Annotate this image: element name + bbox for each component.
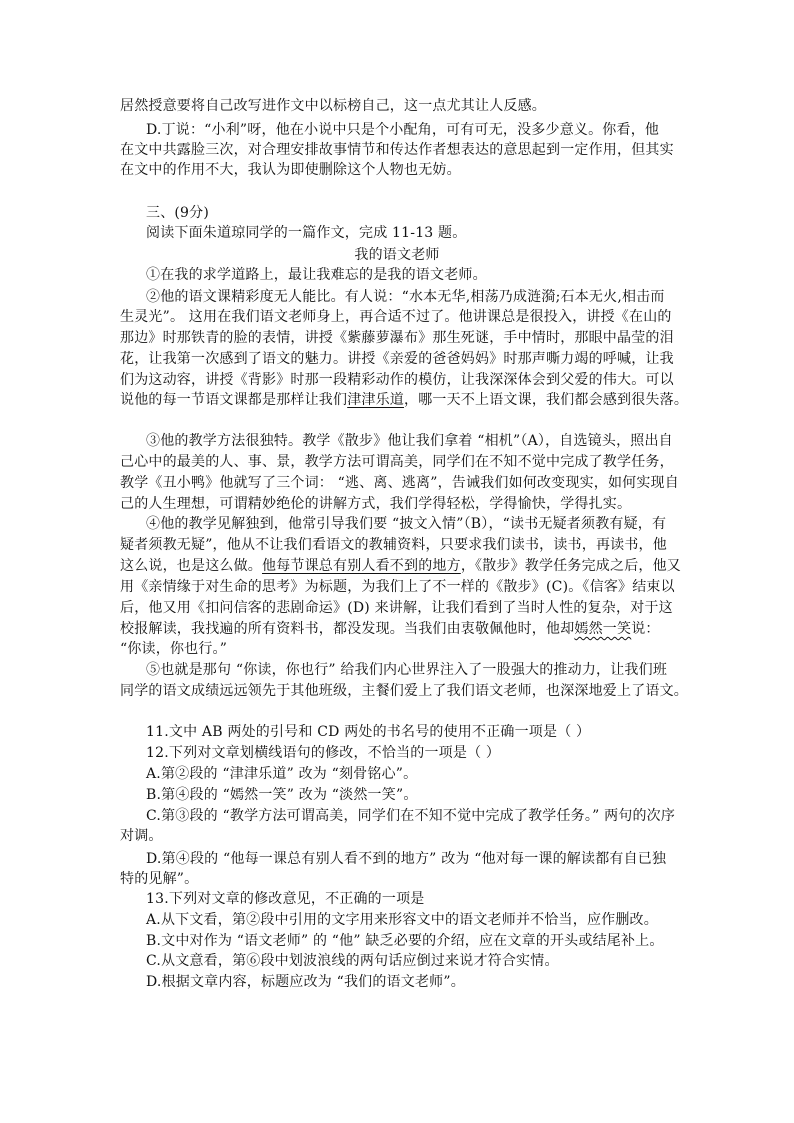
- section-heading: 三、(9分): [146, 205, 210, 221]
- paragraph-3-line: ③他的教学方法很独特。教学《散步》他让我们拿着 “相机”（A），自选镜头，照出自: [146, 433, 673, 449]
- paragraph-5-line: ⑤也就是那句 “你读，你也行” 给我们内心世界注入了一股强大的推动力，让我们班: [146, 662, 668, 678]
- question-13-option-c: C.从文意看，第⑥段中划波浪线的两句话应倒过来说才符合实情。: [146, 953, 559, 969]
- text-segment: ，哪一天不上语文课，我们都会感到很失落。: [404, 392, 689, 408]
- option-d-line: 在文中的作用不大，我认为即使删除这个人物也无妨。: [120, 162, 461, 178]
- text-segment: ，《散步》教学任务完成之后，他又: [460, 558, 682, 574]
- paragraph-4-line: [120, 556, 681, 576]
- text-segment: 校报解读，我找遍的所有资料书，都没发现。当我们由衷敬佩他时，他却: [120, 621, 575, 637]
- paragraph-1: ①在我的求学道路上，最让我难忘的是我的语文老师。: [146, 267, 487, 283]
- question-13-option-a: A.从下文看，第②段中引用的文字用来形容文中的语文老师并不恰当，应作删改。: [146, 912, 658, 928]
- paragraph-3-line: 己心中的最美的人、事、景，教学方法可谓高美，同学们在不知不觉中完成了教学任务，: [120, 454, 674, 470]
- paragraph-4-line: ④他的教学见解独到，他常引导我们要 “披文入情”（B），“读书无疑者须教有疑，有: [146, 516, 667, 532]
- paragraph-4-line: “你读，你也行。”: [120, 641, 228, 657]
- text-line: 居然授意要将自己改写进作文中以标榜自己，这一点尤其让人反感。: [120, 98, 546, 114]
- text-segment: 说他的每一节语文课都是那样让我们: [120, 392, 348, 408]
- paragraph-3-line: 己的人生理想，可谓精妙绝伦的讲解方式，我们学得轻松，学得愉快，学得扎实。: [120, 496, 632, 512]
- essay-title: 我的语文老师: [354, 247, 440, 263]
- underlined-sentence: 他每节课总有别人看不到的地方: [262, 558, 461, 574]
- question-12-option-b: B.第④段的 “嫣然一笑” 改为 “淡然一笑”。: [146, 787, 418, 803]
- option-d-line: 在文中共露脸三次，对合理安排故事情节和传达作者想表达的意思起到一定作用，但其实: [120, 142, 674, 158]
- paragraph-2-line: 花，让我第一次感到了语文的魅力。讲授《亲爱的爸爸妈妈》时那声嘶力竭的呼喊，让我: [120, 351, 674, 367]
- paragraph-4-line: [120, 619, 660, 639]
- paragraph-2-line: [120, 390, 688, 410]
- paragraph-4-line: 用《亲情缘于对生命的思考》为标题，为我们上了不一样的《散步》(C)。《信客》结束以: [120, 579, 675, 595]
- wavy-underlined-phrase: 嫣然一笑: [574, 621, 632, 637]
- question-13-stem: 13.下列对文章的修改意见，不正确的一项是: [146, 891, 425, 907]
- paragraph-3-line: 教学《丑小鸭》他就写了三个词： “逃、离、逃离”，告诫我们如何改变现实，如何实现自: [120, 475, 679, 491]
- question-12-option-d: 特的见解”。: [120, 871, 199, 887]
- question-11: 11.文中 AB 两处的引号和 CD 两处的书名号的使用不正确一项是（ ）: [146, 724, 591, 740]
- option-d-line: D.丁说：“小利”呀，他在小说中只是个小配角，可有可无，没多少意义。你看，他: [146, 122, 660, 138]
- text-segment: 说：: [631, 621, 660, 637]
- underlined-phrase: 津津乐道: [347, 392, 405, 408]
- question-12-option-a: A.第②段的 “津津乐道” 改为 “刻骨铭心”。: [146, 766, 418, 782]
- text-segment: 这么说，也是这么做。: [120, 558, 262, 574]
- question-12-option-d: D.第④段的 “他每一课总有别人看不到的地方” 改为 “他对每一课的解读都有自已独: [146, 851, 667, 867]
- paragraph-2-line: 那边》时那铁青的脸的表情，讲授《紫藤萝瀑布》那生死谜，手中情时，那眼中晶莹的泪: [120, 330, 674, 346]
- paragraph-5-line: 同学的语文成绩远远领先于其他班级，主餐们爱上了我们语文老师，也深深地爱上了语文。: [120, 683, 688, 699]
- section-intro: 阅读下面朱道琼同学的一篇作文，完成 11-13 题。: [146, 225, 467, 241]
- question-13-option-d: D.根据文章内容，标题应改为 “我们的语文老师”。: [146, 974, 465, 990]
- paragraph-4-line: 疑者须教无疑”，他从不让我们看语文的教辅资料，只要求我们读书，读书，再读书，他: [120, 537, 667, 553]
- paragraph-2-line: 生灵光”。 这用在我们语文老师身上，再合适不过了。他讲课总是很投入，讲授《在山的: [120, 309, 672, 325]
- question-13-option-b: B.文中对作为 “语文老师” 的 “他” 缺乏必要的介绍，应在文章的开头或结尾补上。: [146, 933, 664, 949]
- question-12-stem: 12.下列对文章划横线语句的修改，不恰当的一项是（ ）: [146, 745, 501, 761]
- paragraph-4-line: 后，他又用《扣问信客的悲剧命运》(D) 来讲解，让我们看到了当时人性的复杂，对于这: [120, 600, 673, 616]
- paragraph-2-line: 们为这动容，讲授《背影》时那一段精彩动作的模仿，让我深深体会到父爱的伟大。可以: [120, 372, 674, 388]
- question-12-option-c: 对调。: [120, 828, 163, 844]
- paragraph-2-line: ②他的语文课精彩度无人能比。有人说：“水本无华,相荡乃成涟漪;石本无火,相击而: [146, 289, 665, 305]
- question-12-option-c: C.第③段的 “教学方法可谓高美，同学们在不知不觉中完成了教学任务。” 两句的次序: [146, 808, 676, 824]
